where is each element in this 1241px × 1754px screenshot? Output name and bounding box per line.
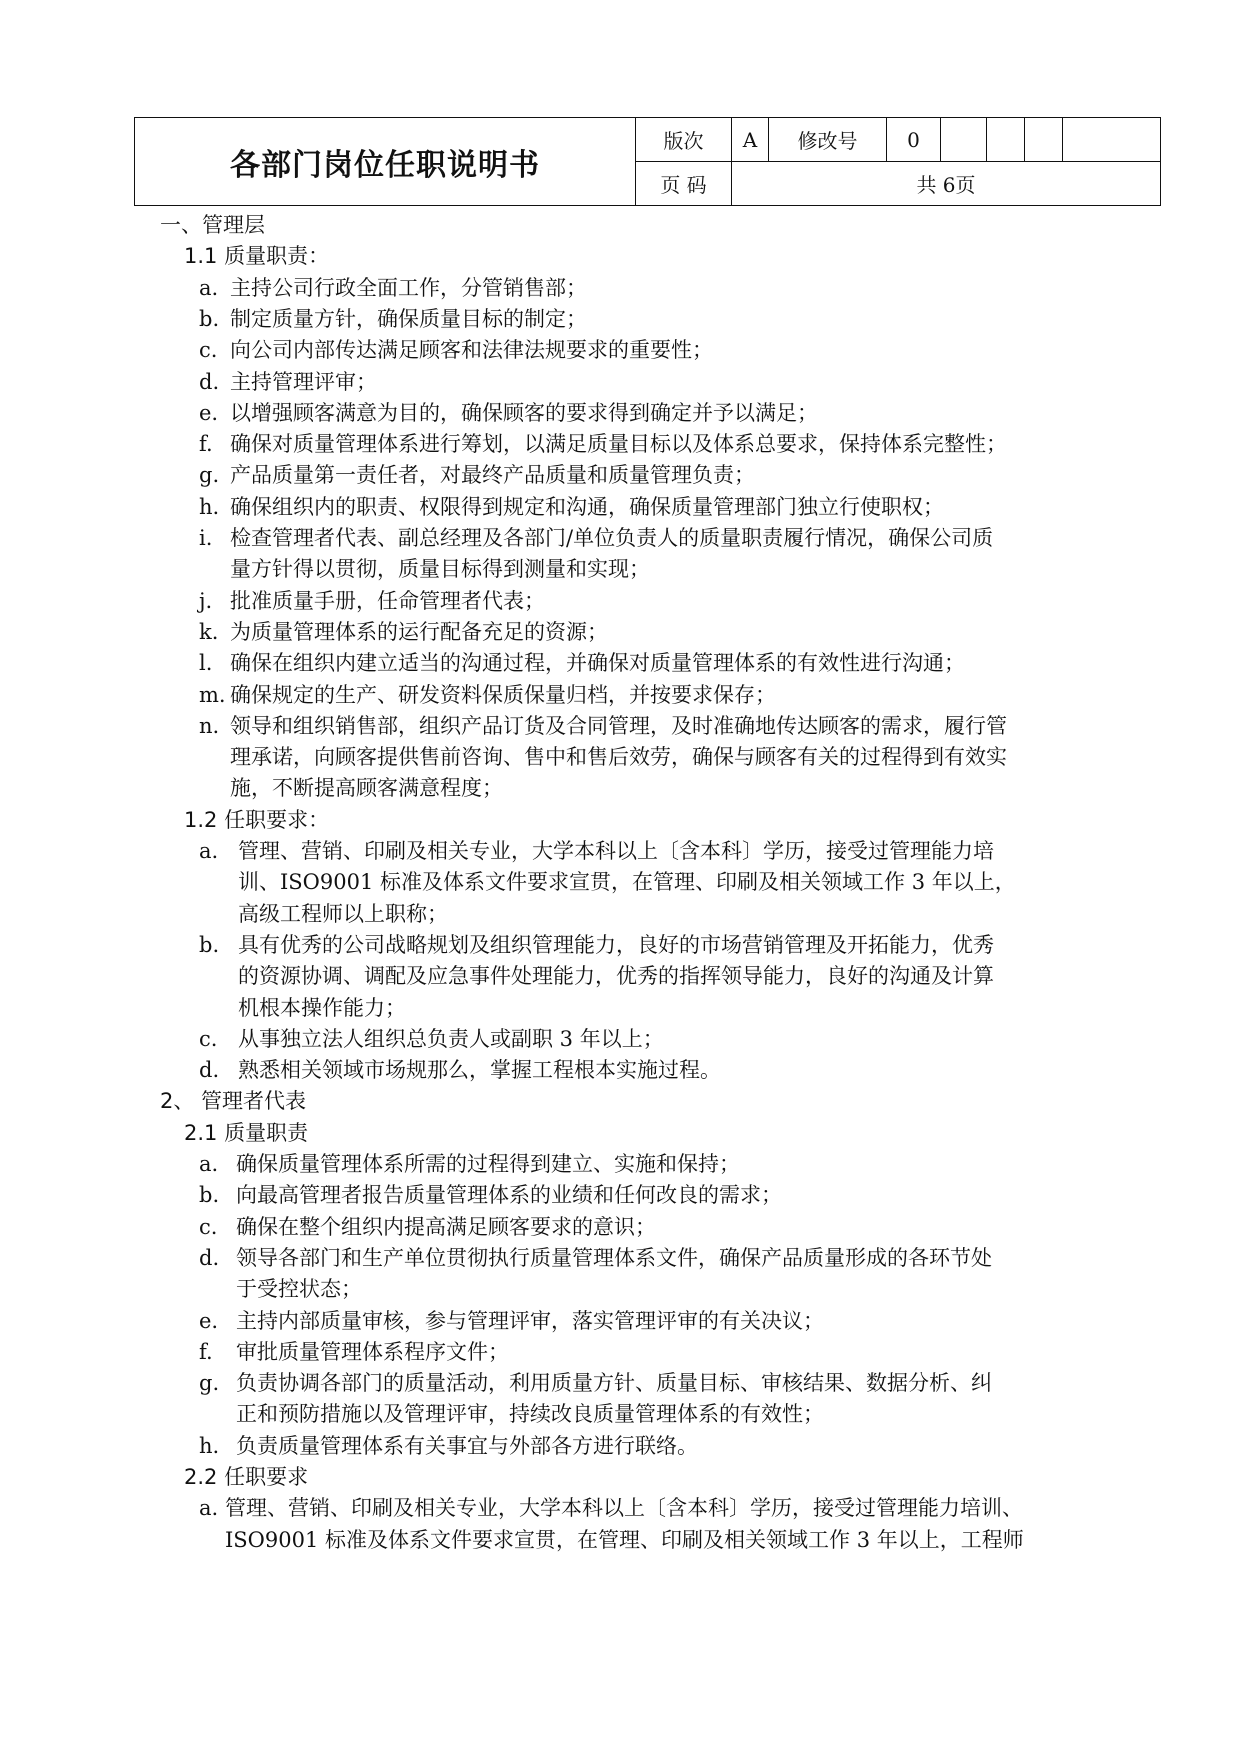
list-item-text: 确保在整个组织内提高满足顾客要求的意识； [236, 1214, 656, 1239]
list-item-text: 主持管理评审； [230, 369, 377, 394]
list-item-marker: f. [199, 1339, 213, 1364]
list-item-marker: g. [199, 463, 220, 488]
list-item-marker: c. [199, 338, 218, 363]
list-item-marker: b. [199, 306, 220, 331]
list-item-text: 熟悉相关领域市场规那么，掌握工程根本实施过程。 [238, 1058, 721, 1083]
list-item-text: 高级工程师以上职称； [238, 901, 448, 926]
subsection-heading: 2.1 质量职责 [184, 1120, 309, 1145]
list-item-text: 管理、营销、印刷及相关专业，大学本科以上〔含本科〕学历，接受过管理能力培训、 [225, 1496, 1023, 1521]
list-item-marker: i. [199, 526, 213, 550]
list-item-text: 产品质量第一责任者，对最终产品质量和质量管理负责； [230, 463, 755, 488]
revision-value: 0 [887, 118, 941, 162]
revision-label: 修改号 [769, 118, 887, 162]
list-item-marker: d. [199, 1245, 220, 1270]
list-item-marker: k. [199, 619, 219, 644]
page-label: 页 码 [636, 162, 732, 206]
list-item-text: 为质量管理体系的运行配备充足的资源； [230, 619, 608, 644]
list-item-text: 具有优秀的公司战略规划及组织管理能力，良好的市场营销管理及开拓能力，优秀 [238, 932, 994, 957]
list-item-marker: e. [199, 1308, 219, 1333]
list-item-text: 从事独立法人组织总负责人或副职 3 年以上； [238, 1026, 664, 1051]
list-item-text: 负责质量管理体系有关事宜与外部各方进行联络。 [236, 1433, 698, 1458]
list-item-text: 制定质量方针，确保质量目标的制定； [230, 306, 587, 331]
list-item-text: 主持内部质量审核，参与管理评审，落实管理评审的有关决议； [236, 1308, 824, 1333]
list-item-marker: a. [199, 275, 219, 300]
list-item-marker: b. [199, 932, 220, 957]
document-header-table [134, 117, 1161, 206]
list-item-text: 以增强顾客满意为目的，确保顾客的要求得到确定并予以满足； [230, 400, 818, 425]
list-item-marker: c. [199, 1026, 218, 1051]
list-item-marker: d. [199, 1058, 220, 1083]
list-item-text: 确保规定的生产、研发资料保质保量归档，并按要求保存； [230, 682, 776, 707]
blank-cell [1063, 118, 1161, 162]
list-item-marker: n. [199, 713, 220, 738]
list-item-text: 向公司内部传达满足顾客和法律法规要求的重要性； [230, 338, 713, 363]
list-item-marker: g. [199, 1371, 220, 1396]
list-item-text: 确保组织内的职责、权限得到规定和沟通，确保质量管理部门独立行使职权； [230, 494, 944, 519]
subsection-heading: 1.1 质量职责： [184, 244, 330, 269]
list-item-text: 审批质量管理体系程序文件； [236, 1339, 509, 1364]
list-item-text: 领导各部门和生产单位贯彻执行质量管理体系文件，确保产品质量形成的各环节处 [236, 1245, 992, 1270]
list-item-text: 确保对质量管理体系进行筹划，以满足质量目标以及体系总要求，保持体系完整性； [230, 432, 1007, 457]
blank-cell [1025, 118, 1063, 162]
list-item-marker: c. [199, 1214, 218, 1239]
list-item-text: 施，不断提高顾客满意程度； [230, 776, 503, 801]
list-item-text: 确保质量管理体系所需的过程得到建立、实施和保持； [236, 1152, 740, 1176]
list-item-marker: a. [199, 1152, 219, 1176]
list-item-text: 领导和组织销售部，组织产品订货及合同管理，及时准确地传达顾客的需求，履行管 [230, 713, 1007, 738]
list-item-text: 向最高管理者报告质量管理体系的业绩和任何改良的需求； [236, 1183, 782, 1208]
list-item-marker: b. [199, 1183, 220, 1208]
list-item-text: 主持公司行政全面工作，分管销售部； [230, 275, 587, 300]
version-value: A [732, 118, 769, 162]
list-item-text: 理承诺，向顾客提供售前咨询、售中和售后效劳，确保与顾客有关的过程得到有效实 [230, 745, 1007, 770]
subsection-heading: 1.2 任职要求： [184, 807, 330, 832]
list-item-marker: d. [199, 369, 220, 394]
list-item-marker: f. [199, 432, 213, 457]
list-item-text: 训、ISO9001 标准及体系文件要求宣贯，在管理、印刷及相关领域工作 3 年以上， [238, 870, 1016, 895]
list-item-marker: a. [199, 839, 219, 863]
blank-cell [941, 118, 987, 162]
list-item-text: 批准质量手册，任命管理者代表； [230, 588, 545, 613]
document-title: 各部门岗位任职说明书 [135, 118, 636, 206]
list-item-text: 检查管理者代表、副总经理及各部门/单位负责人的质量职责履行情况，确保公司质 [230, 526, 994, 550]
section-heading: 一、管理层 [160, 213, 265, 237]
list-item-marker: j. [199, 588, 213, 613]
list-item-marker: m. [199, 682, 226, 707]
list-item-marker: l. [199, 651, 213, 676]
list-item-text: 于受控状态； [236, 1277, 362, 1302]
list-item-text: 机根本操作能力； [238, 995, 406, 1020]
list-item-text: 正和预防措施以及管理评审，持续改良质量管理体系的有效性； [236, 1402, 824, 1427]
list-item-marker: e. [199, 400, 219, 425]
list-item-text: 的资源协调、调配及应急事件处理能力，优秀的指挥领导能力，良好的沟通及计算 [238, 964, 994, 989]
list-item-text: ISO9001 标准及体系文件要求宣贯，在管理、印刷及相关领域工作 3 年以上，工程师 [225, 1527, 1024, 1552]
version-label: 版次 [636, 118, 732, 162]
list-item-text: 确保在组织内建立适当的沟通过程，并确保对质量管理体系的有效性进行沟通； [230, 651, 965, 676]
page-count: 共 6页 [732, 162, 1161, 206]
list-item-marker: h. [199, 494, 220, 519]
list-item-marker: h. [199, 1433, 220, 1458]
section-heading: 2、 管理者代表 [160, 1089, 307, 1114]
blank-cell [987, 118, 1025, 162]
subsection-heading: 2.2 任职要求 [184, 1465, 309, 1489]
list-item-text: 负责协调各部门的质量活动，利用质量方针、质量目标、审核结果、数据分析、纠 [236, 1371, 992, 1396]
list-item-text: 量方针得以贯彻，质量目标得到测量和实现； [230, 557, 650, 582]
list-item-text: 管理、营销、印刷及相关专业，大学本科以上〔含本科〕学历，接受过管理能力培 [238, 839, 994, 863]
list-item-marker: a. [199, 1496, 219, 1521]
